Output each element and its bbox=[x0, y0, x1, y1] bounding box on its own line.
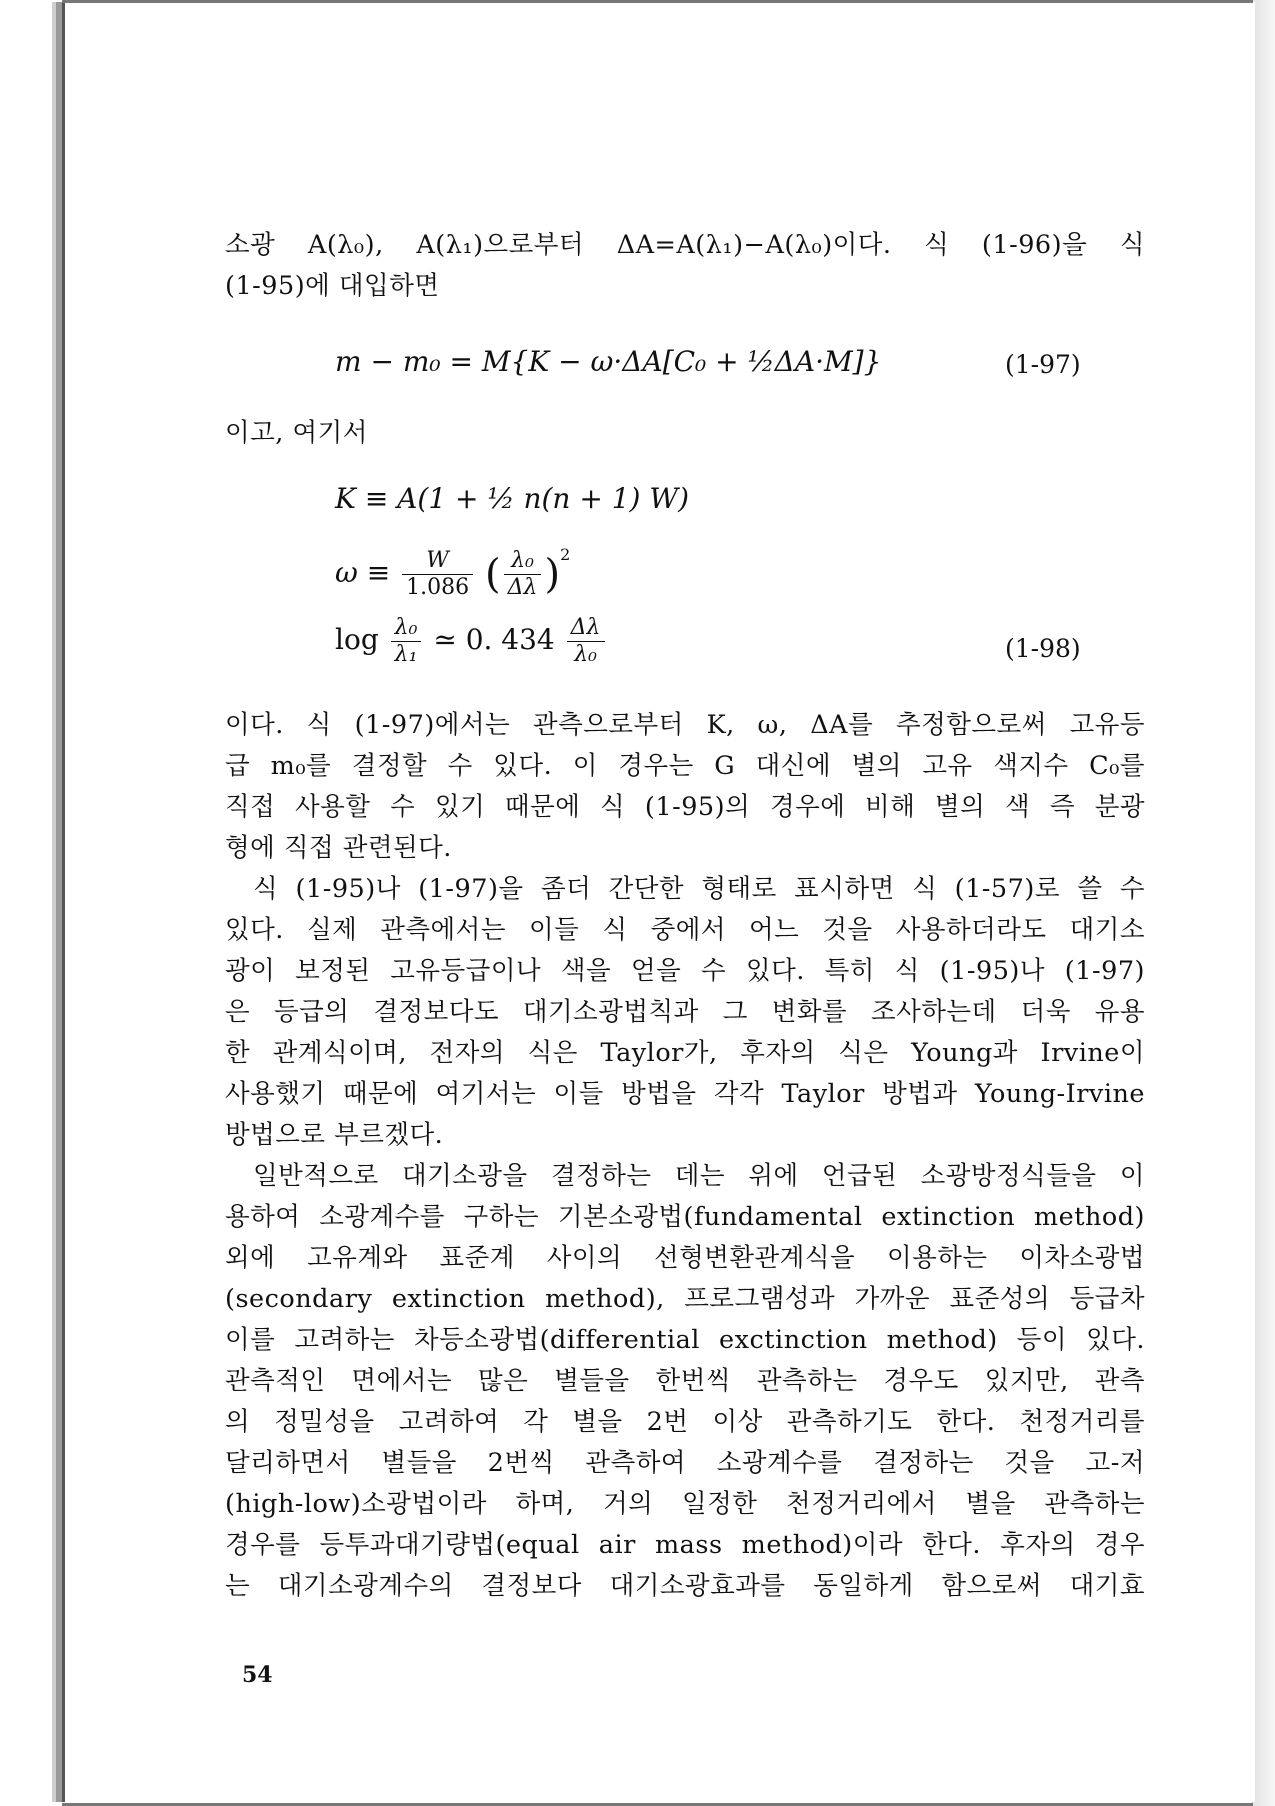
equation-1-98-line-omega bbox=[335, 545, 570, 601]
text-line: 방법으로 부르겠다. bbox=[225, 1120, 444, 1150]
text-line: (high-low)소광법이라 하며, 거의 일정한 천정거리에서 별을 관측하는 bbox=[225, 1489, 1145, 1519]
text-line: 의 정밀성을 고려하여 각 별을 2번 이상 관측하기도 한다. 천정거리를 bbox=[225, 1407, 1145, 1437]
page-edge-right bbox=[1252, 0, 1275, 1806]
equation-1-98-line-k: K ≡ A(1 + ½ n(n + 1) W) bbox=[335, 482, 690, 515]
equation-number-1-98: (1-98) bbox=[1005, 634, 1081, 663]
text-line: 형에 직접 관련된다. bbox=[225, 833, 452, 863]
exponent: 2 bbox=[560, 545, 571, 564]
equation-1-98-line-log bbox=[335, 615, 608, 668]
text-line: 있다. 실제 관측에서는 이들 식 중에서 어느 것을 사용하더라도 대기소 bbox=[225, 915, 1145, 945]
fraction-denominator: λ₁ bbox=[394, 642, 418, 667]
fraction-numerator: Δλ bbox=[567, 615, 605, 642]
text-line: 는 대기소광계수의 결정보다 대기소광효과를 동일하게 함으로써 대기효 bbox=[225, 1571, 1145, 1601]
text-line: 식 (1-95)나 (1-97)을 좀더 간단한 형태로 표시하면 식 (1-57)로 쓸 수 bbox=[253, 874, 1145, 904]
text-line: 한 관계식이며, 전자의 식은 Taylor가, 후자의 식은 Young과 Irvine이 bbox=[225, 1038, 1145, 1068]
page-number: 54 bbox=[242, 1662, 273, 1688]
text-line: 경우를 등투과대기량법(equal air mass method)이라 한다. 후자의 경우 bbox=[225, 1530, 1145, 1560]
fraction-denominator: λ₀ bbox=[574, 642, 597, 667]
fraction-numerator: λ₀ bbox=[391, 615, 422, 642]
omega-lhs: ω ≡ bbox=[335, 556, 391, 589]
equation-number-1-97: (1-97) bbox=[1005, 350, 1081, 379]
fraction-denominator: Δλ bbox=[507, 575, 538, 600]
text-line: 이를 고려하는 차등소광법(differential exctinction method) 등이 있다. bbox=[225, 1325, 1145, 1355]
text-line: 관측적인 면에서는 많은 별들을 한번씩 관측하는 경우도 있지만, 관측 bbox=[225, 1366, 1145, 1396]
text-line: 은 등급의 결정보다도 대기소광법칙과 그 변화를 조사하는데 더욱 유용 bbox=[225, 997, 1145, 1027]
text-line: 사용했기 때문에 여기서는 이들 방법을 각각 Taylor 방법과 Young-Irvine bbox=[225, 1079, 1145, 1109]
right-paren: ) bbox=[544, 551, 561, 598]
text-line: (1-95)에 대입하면 bbox=[225, 271, 440, 301]
text-line: 광이 보정된 고유등급이나 색을 얻을 수 있다. 특히 식 (1-95)나 (1-97) bbox=[225, 956, 1145, 986]
text-line: 직접 사용할 수 있기 때문에 식 (1-95)의 경우에 비해 별의 색 즉 분광 bbox=[225, 792, 1145, 822]
text-line: 이고, 여기서 bbox=[225, 418, 368, 448]
log-label: log bbox=[335, 623, 379, 656]
equation-1-97: m − m₀ = M{K − ω·ΔA[C₀ + ½ΔA·M]} bbox=[335, 345, 882, 378]
approx-constant: ≃ 0. 434 bbox=[433, 623, 555, 656]
fraction-numerator: λ₀ bbox=[504, 548, 542, 575]
text-line: 소광 A(λ₀), A(λ₁)으로부터 ΔA=A(λ₁)−A(λ₀)이다. 식 (1-96)을 식 bbox=[225, 230, 1145, 260]
text-line: 달리하면서 별들을 2번씩 관측하여 소광계수를 결정하는 것을 고-저 bbox=[225, 1448, 1145, 1478]
text-line: 일반적으로 대기소광을 결정하는 데는 위에 언급된 소광방정식들을 이 bbox=[253, 1161, 1145, 1191]
left-paren: ( bbox=[485, 551, 501, 598]
fraction-numerator: W bbox=[402, 548, 473, 575]
fraction-lambda0-over-dlambda bbox=[504, 548, 542, 601]
text-line: 이다. 식 (1-97)에서는 관측으로부터 K, ω, ΔA를 추정함으로써 고유등 bbox=[225, 710, 1145, 740]
fraction-w-over-1086 bbox=[402, 548, 473, 601]
text-line: (secondary extinction method), 프로그램성과 가까운 표준성의 등급차 bbox=[225, 1284, 1145, 1314]
fraction-lambda0-over-lambda1 bbox=[391, 615, 422, 668]
page-edge-top bbox=[62, 0, 1253, 3]
fraction-denominator: 1.086 bbox=[406, 575, 470, 600]
text-line: 용하여 소광계수를 구하는 기본소광법(fundamental extinction method) bbox=[225, 1202, 1145, 1232]
text-line: 급 m₀를 결정할 수 있다. 이 경우는 G 대신에 별의 고유 색지수 C₀를 bbox=[225, 751, 1145, 781]
fraction-dlambda-over-lambda0 bbox=[567, 615, 605, 668]
text-line: 외에 고유계와 표준계 사이의 선형변환관계식을 이용하는 이차소광법 bbox=[225, 1243, 1145, 1273]
